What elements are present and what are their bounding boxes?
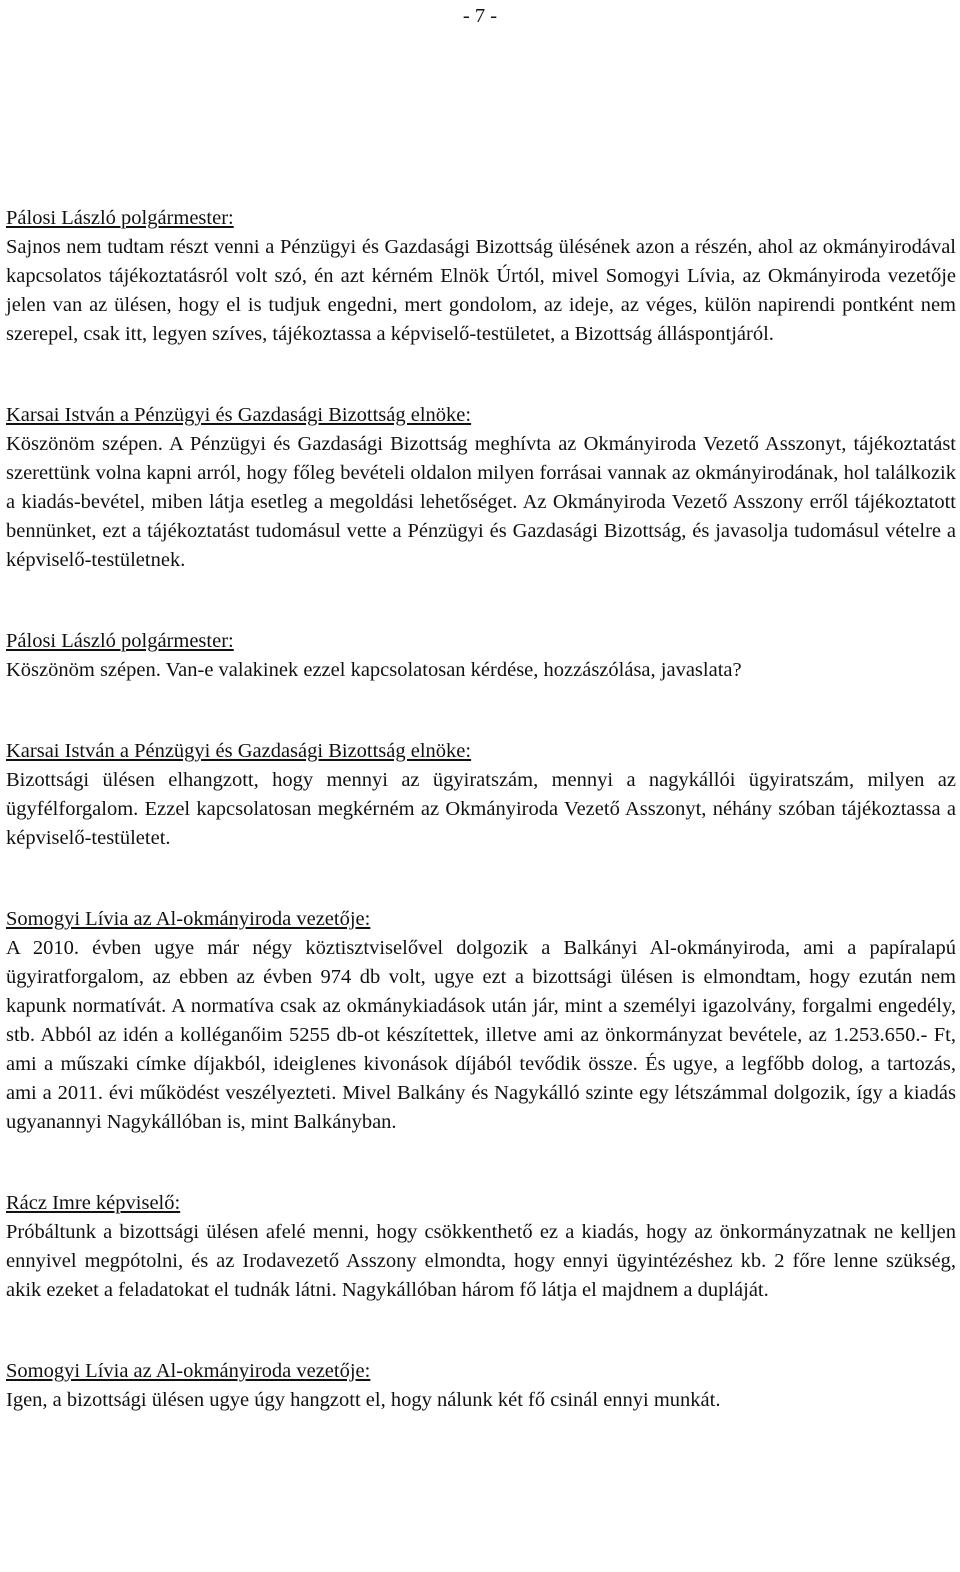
speech-text: Köszönöm szépen. Van-e valakinek ezzel kapcsolatosan kérdése, hozzászólása, javaslata? bbox=[6, 659, 742, 681]
speech-text: Bizottsági ülésen elhangzott, hogy mennyi az ügyiratszám, mennyi a nagykállói ügyiratszám, milyen az ügyfélforgalom. Ezzel kapcsolatosan megkérném az Okmányiroda Vezető Asszonyt, néhány szóban tájékoztassa a képviselő-testületet. bbox=[6, 769, 956, 849]
speaker-name: Pálosi László polgármester: bbox=[6, 630, 234, 652]
speech-section bbox=[6, 1357, 956, 1415]
speech-section bbox=[6, 1189, 956, 1305]
speaker-name: Pálosi László polgármester: bbox=[6, 207, 234, 229]
speech-text: Igen, a bizottsági ülésen ugye úgy hangzott el, hogy nálunk két fő csinál ennyi munkát. bbox=[6, 1389, 721, 1411]
minutes-body bbox=[6, 204, 956, 1467]
speech-text: Köszönöm szépen. A Pénzügyi és Gazdasági Bizottság meghívta az Okmányiroda Vezető Asszonyt, tájékoztatást szerettünk volna kapni arról, hogy főleg bevételi oldalon milyen forrásai vannak az okmányirodának, hol találkozik a kiadás-bevétel, miben látja esetleg a megoldási lehetőséget. Az Okmányiroda Vezető Asszony erről tájékoztatott bennünket, ezt a tájékoztatást tudomásul vette a Pénzügyi és Gazdasági Bizottság, és javasolja tudomásul vételre a képviselő-testületnek. bbox=[6, 433, 956, 571]
speaker-name: Karsai István a Pénzügyi és Gazdasági Bizottság elnöke: bbox=[6, 740, 472, 762]
speech-section bbox=[6, 905, 956, 1137]
speech-section bbox=[6, 627, 956, 685]
speech-text: Sajnos nem tudtam részt venni a Pénzügyi és Gazdasági Bizottság ülésének azon a részén, ahol az okmányirodával kapcsolatos tájékoztatásról volt szó, én azt kérném Elnök Úrtól, mivel Somogyi Lívia, az Okmányiroda vezetője jelen van az ülésen, hogy el is tudjuk engedni, mert gondolom, az ideje, az véges, külön napirendi pontként nem szerepel, csak itt, legyen szíves, tájékoztassa a képviselő-testületet, a Bizottság álláspontjáról. bbox=[6, 236, 956, 345]
speaker-name: Rácz Imre képviselő: bbox=[6, 1192, 181, 1214]
speaker-name: Somogyi Lívia az Al-okmányiroda vezetője: bbox=[6, 1360, 371, 1382]
speaker-name: Somogyi Lívia az Al-okmányiroda vezetője: bbox=[6, 908, 371, 930]
speech-section bbox=[6, 401, 956, 575]
speech-section bbox=[6, 204, 956, 349]
page-number: - 7 - bbox=[462, 5, 498, 27]
speech-section bbox=[6, 737, 956, 853]
speech-text: A 2010. évben ugye már négy köztisztviselővel dolgozik a Balkányi Al-okmányiroda, ami a papíralapú ügyiratforgalom, az ebben az évben 974 db volt, ugye ezt a bizottsági ülésen is elmondtam, hogy ezután nem kapunk normatívát. A normatíva csak az okmánykiadások után jár, mint a személyi igazolvány, forgalmi engedély, stb. Abból az idén a kolléganőim 5255 db-ot készítettek, illetve ami az önkormányzat bevétele, az 1.253.650.- Ft, ami a műszaki címke díjakból, ideiglenes kivonások díjából tevődik össze. És ugye, a legfőbb dolog, a tartozás, ami a 2011. évi működést veszélyezteti. Mivel Balkány és Nagykálló szinte egy létszámmal dolgozik, így a kiadás ugyanannyi Nagykállóban is, mint Balkányban. bbox=[6, 937, 956, 1133]
speaker-name: Karsai István a Pénzügyi és Gazdasági Bizottság elnöke: bbox=[6, 404, 472, 426]
speech-text: Próbáltunk a bizottsági ülésen afelé menni, hogy csökkenthető ez a kiadás, hogy az önkormányzatnak ne kelljen ennyivel megpótolni, és az Irodavezető Asszony elmondta, hogy ennyi ügyintézéshez kb. 2 főre lenne szükség, akik ezeket a feladatokat el tudnák látni. Nagykállóban három fő látja el majdnem a dupláját. bbox=[6, 1221, 956, 1301]
